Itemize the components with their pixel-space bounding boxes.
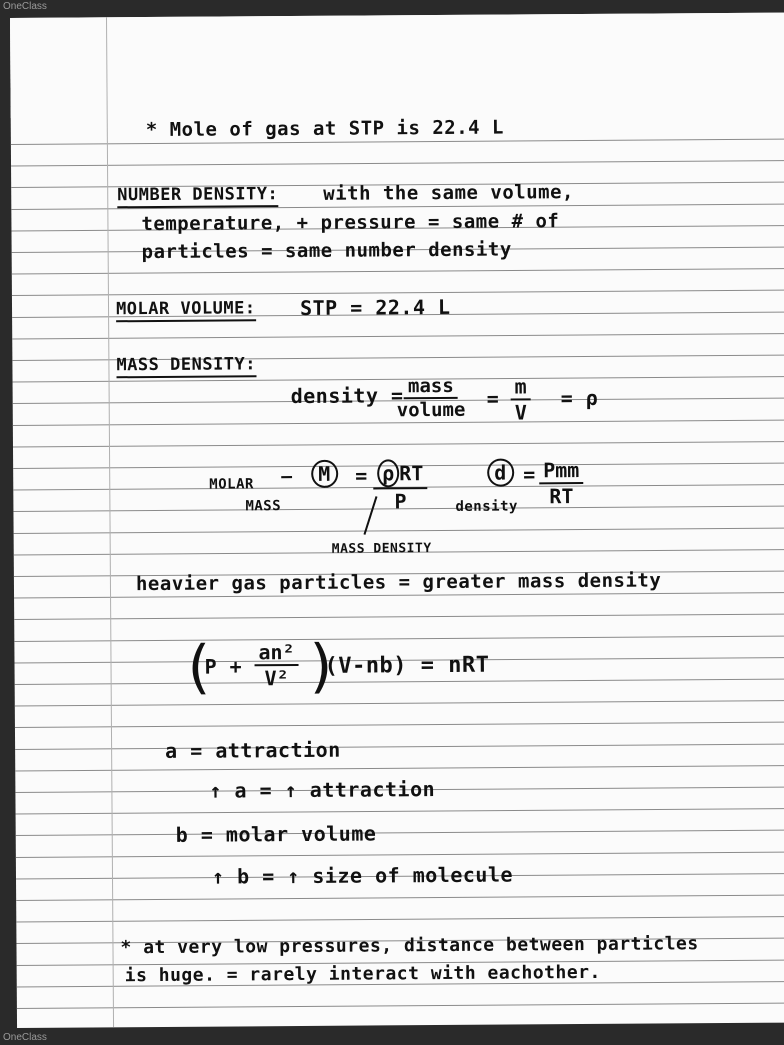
number-density-line-3: particles = same number density — [141, 238, 512, 264]
watermark-top: OneClass — [3, 1, 47, 12]
fraction-volume: volume — [396, 398, 466, 422]
b-increase: ↑ b = ↑ size of molecule — [211, 862, 514, 889]
circled-M: M — [311, 460, 338, 488]
equals-sign: = — [486, 386, 500, 411]
mass-label: MASS — [245, 498, 282, 515]
a-definition: a = attraction — [165, 737, 341, 763]
low-pressure-line-2: is huge. = rarely interact with eachother. — [124, 961, 601, 987]
d-equals: = — [523, 462, 536, 487]
fraction-v: V — [514, 400, 527, 425]
vdw-close-paren: ) — [304, 631, 340, 700]
fraction-m: m — [511, 374, 531, 400]
number-density-label: NUMBER DENSITY: — [117, 184, 278, 208]
circled-d: d — [487, 458, 514, 486]
fraction-p: P — [394, 489, 407, 514]
mass-over-volume — [397, 375, 466, 421]
pmm-over-rt — [539, 458, 583, 508]
b-definition: b = molar volume — [175, 821, 377, 847]
molar-volume-value: STP = 22.4 L — [299, 294, 451, 320]
low-pressure-line-1: * at very low pressures, distance between particles — [120, 933, 699, 959]
vdw-rest: (V-nb) = nRT — [324, 652, 490, 679]
page-header-band — [10, 13, 784, 118]
heavier-gas-note: heavier gas particles = greater mass density — [135, 569, 662, 596]
an2-over-v2 — [254, 640, 298, 690]
fraction-rt: RT — [549, 484, 574, 509]
watermark-bottom: OneClass — [3, 1032, 47, 1043]
notebook-page — [10, 13, 784, 1028]
pointer-line — [363, 496, 377, 535]
density-lhs: density = — [290, 383, 404, 409]
number-density-line-2: temperature, + pressure = same # of — [141, 210, 560, 236]
mass-density-caption: MASS DENSITY — [331, 541, 432, 557]
formula-equals: = — [355, 463, 368, 488]
rho-rt-over-p — [373, 459, 428, 513]
fraction-v2: V² — [264, 666, 289, 691]
vdw-open-paren: ( — [180, 632, 216, 701]
equals-rho: = ρ — [560, 385, 599, 411]
m-over-v — [511, 374, 531, 424]
fraction-mass: mass — [404, 375, 458, 399]
molar-label: MOLAR — [209, 476, 254, 493]
density-small-label: density — [455, 498, 518, 515]
molar-volume-label: MOLAR VOLUME: — [116, 298, 256, 322]
margin-line — [106, 17, 114, 1027]
number-density-line-1: with the same volume, — [323, 181, 575, 205]
fraction-pmm: Pmm — [539, 458, 583, 484]
mass-density-label: MASS DENSITY: — [116, 354, 256, 378]
stp-note: * Mole of gas at STP is 22.4 L — [145, 116, 505, 142]
fraction-rho-rt: ρ RT — [373, 459, 427, 489]
molar-mass-dash: — — [281, 466, 293, 488]
vdw-p-plus: P + — [204, 654, 243, 679]
fraction-an2: an² — [254, 640, 298, 666]
a-increase: ↑ a = ↑ attraction — [209, 777, 436, 803]
